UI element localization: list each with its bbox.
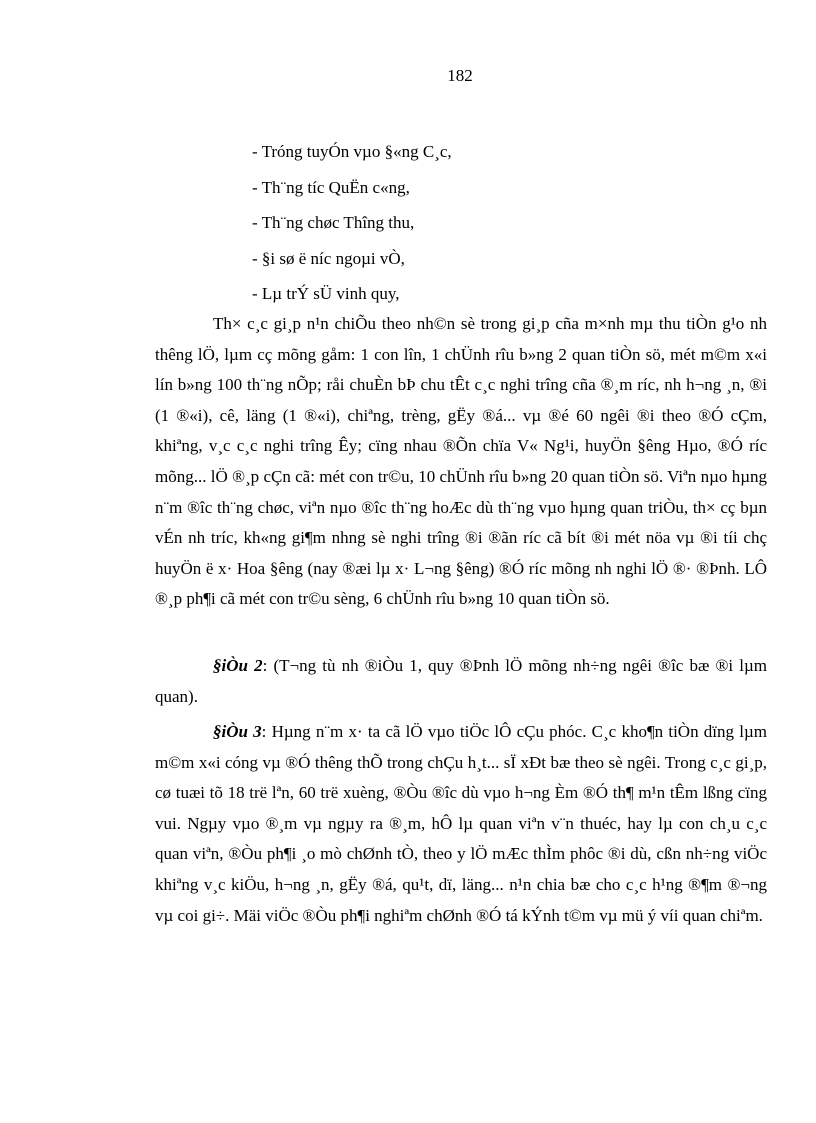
article-3-label: §iÒu 3	[213, 722, 262, 741]
list-item: - §i sø ë níc ngoµi vÒ,	[252, 248, 405, 268]
list-item: - Th¨ng tíc QuËn c«ng,	[252, 177, 410, 197]
article-2-label: §iÒu 2	[213, 656, 263, 675]
article-3-paragraph	[155, 717, 767, 931]
list-item: - Tróng tuyÓn vµo §«ng C¸c,	[252, 142, 452, 161]
article-2-text: : (T¬ng tù nh ®iÒu 1, quy ®Þnh lÖ mõng nh÷ng ngêi ®îc bæ ®i lµm quan).	[155, 656, 767, 706]
article-2-paragraph	[155, 651, 767, 712]
honor-list	[252, 134, 452, 312]
body-paragraph: Th× c¸c gi¸p n¹n chiÕu theo nh©n sè trong gi¸p cña m×nh mµ thu tiÒn g¹o nh thêng lÖ, lµm cç mõng gåm: 1 con lîn, 1 chÜnh rîu b»ng 2 quan tiÒn sö, mét m©m x«i lín b»ng 100 th¨ng nÕp; råi chuÈn bÞ chu tÊt c¸c nghi trîng cña ®¸m ríc, nh h¬ng ¸n, ®i (1 ®«i), cê, läng (1 ®«i), chiªng, trèng, gËy ®á... vµ ®é 60 ngêi ®i theo ®Ó cÇm, khiªng, v¸c c¸c nghi trîng Êy; cïng nhau ®Õn chïa V« Ng¹i, huyÖn §êng Hµo, ®Ó ríc mõng... lÖ ®¸p cÇn cã: mét con tr©u, 10 chÜnh rîu b»ng 20 quan tiÒn sö. Viªn nµo hµng n¨m ®îc th¨ng chøc, viªn nµo ®îc th¨ng hoÆc dù th¨ng vµo hµng quan triÒu, th× cç bµn vÉn nh tríc, kh«ng gi¶m nhng sè nghi trîng ®i ®ãn ríc cã bít ®i mét nöa vµ ®i tíi chç huyÖn ë x· Hoa §êng (nay ®æi lµ x· L¬ng §êng) ®Ó ríc mõng nh nghi lÖ ®· ®Þnh. LÔ ®¸p ph¶i cã mét con tr©u sèng, 6 chÜnh rîu b»ng 10 quan tiÒn sö.	[155, 314, 767, 609]
list-item: - Th¨ng chøc Thîng thu,	[252, 213, 415, 232]
page-number: 182	[447, 66, 473, 85]
list-item: - Lµ trÝ sÜ vinh quy,	[252, 284, 400, 303]
article-3-text: : Hµng n¨m x· ta cã lÖ vµo tiÖc lÔ cÇu phóc. C¸c kho¶n tiÒn dïng lµm m©m x«i cóng vµ ®Ó thêng thÕ trong chÇu h¸t... sÏ xÐt bæ theo sè ngêi. Trong c¸c gi¸p, cø tuæi tõ 18 trë lªn, 60 trë xuèng, ®Òu ®îc dù vµo h¬ng Èm ®Ó th¶ m¹n tÊm lßng cïng vui. Ngµy vµo ®¸m vµ ngµy ra ®¸m, hÔ lµ quan viªn v¨n thuéc, hay lµ con ch¸u c¸c quan viªn, ®Òu ph¶i ¸o mò chØnh tÒ, theo y lÖ mÆc thÌm phôc ®i dù, cßn nh÷ng viÖc khiªng v¸c kiÖu, h¬ng ¸n, gËy ®á, qu¹t, dï, läng... n¹n chia bæ cho c¸c h¹ng ®¶m ®¬ng vµ coi gi÷. Mäi viÖc ®Òu ph¶i nghiªm chØnh ®Ó tá kÝnh t©m vµ mü ý víi quan chiªm.	[155, 722, 767, 925]
